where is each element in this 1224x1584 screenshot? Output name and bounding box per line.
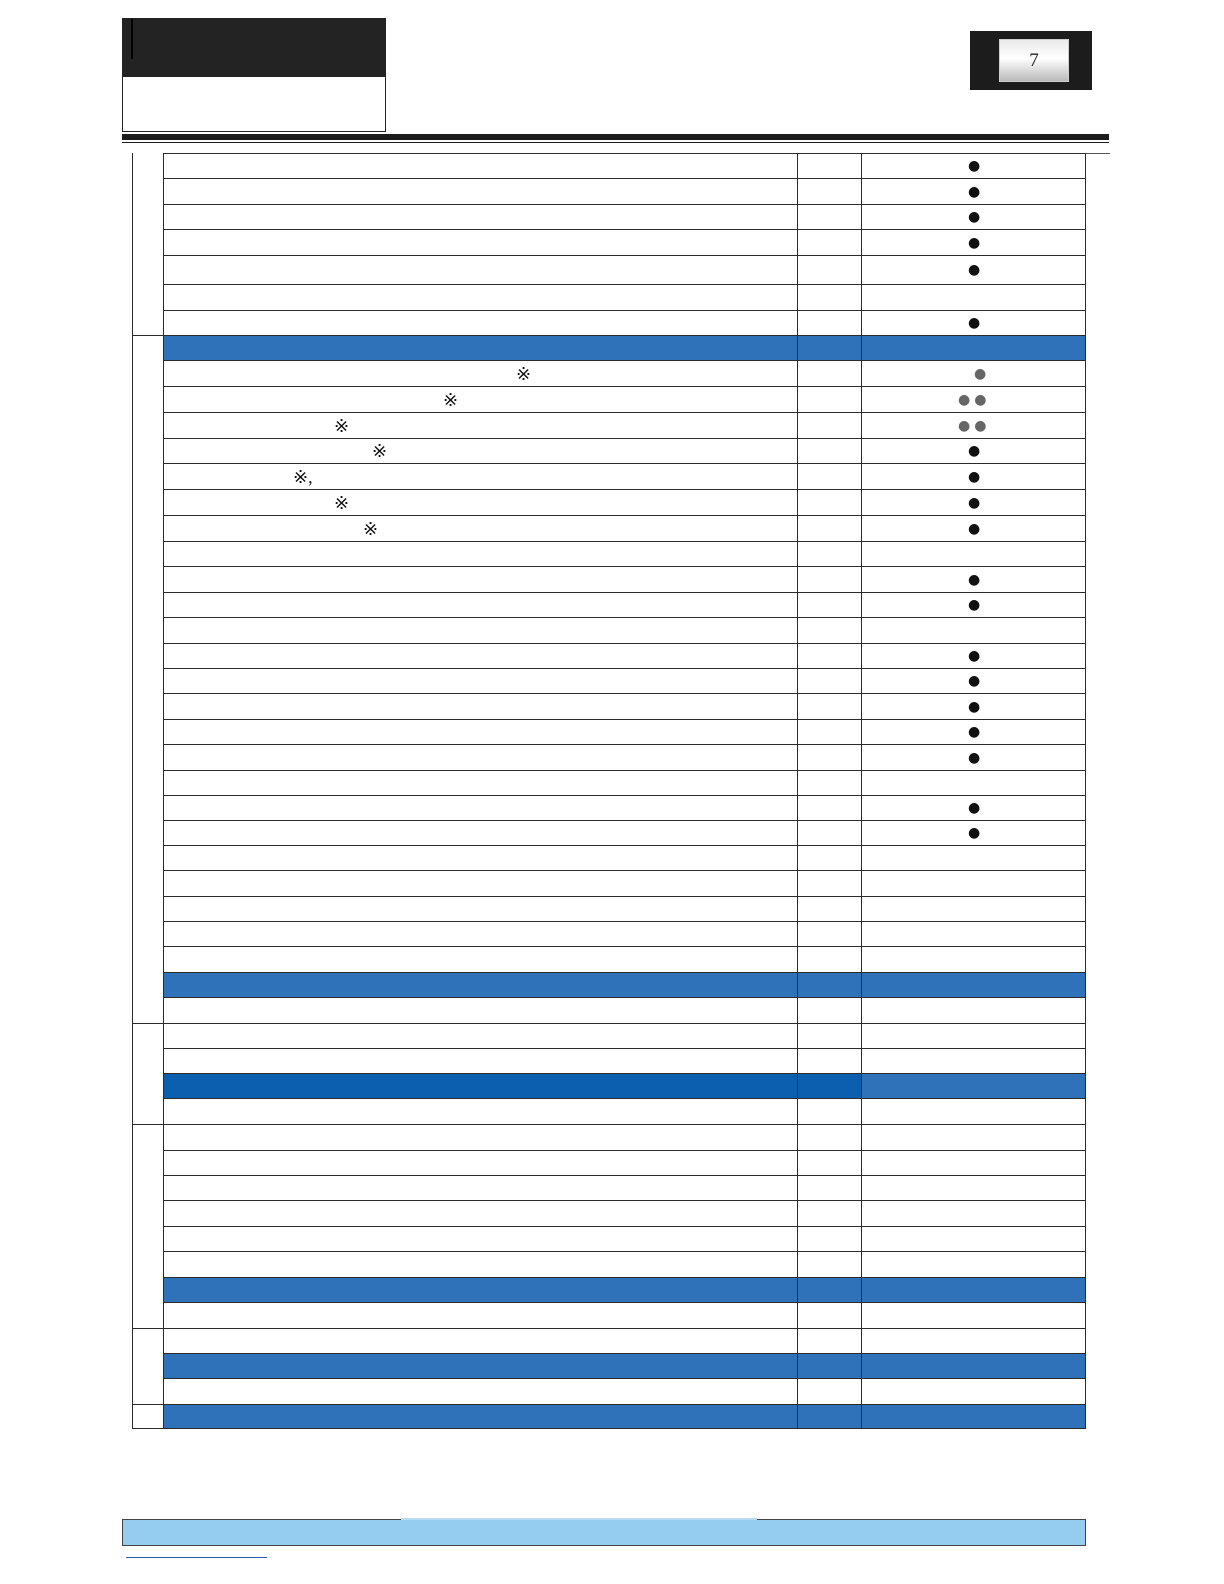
table-row [163,229,1086,256]
code-cell [798,796,862,820]
mark-cell [862,490,1085,515]
table-row [163,335,1086,361]
filled-dot-mark: ● [968,494,985,511]
filled-dot-mark: ● [968,443,985,459]
item-cell [164,796,798,820]
code-cell [798,464,862,489]
item-cell [164,897,798,921]
mark-cell [862,311,1085,335]
item-cell [164,179,798,204]
table-row [163,972,1086,998]
code-cell [798,387,862,412]
code-cell [798,1074,862,1098]
title-banner [123,19,385,77]
group-cell [132,1124,163,1328]
item-cell [164,1201,798,1226]
note-mark: ※ [372,441,388,461]
code-cell [798,154,862,178]
code-cell [798,771,862,795]
item-cell [164,644,798,668]
table-row [163,178,1086,205]
item-cell [164,205,798,229]
group-cell [132,153,163,335]
mark-cell [862,413,1085,438]
filled-dot-mark: ● [968,749,985,766]
table-row [163,284,1086,311]
table-row [163,617,1086,644]
code-cell [798,1125,862,1150]
mark-cell [862,1252,1085,1277]
table-row [163,255,1086,285]
table-row [163,820,1086,846]
note-mark: ※ [334,492,350,513]
code-cell [798,897,862,921]
code-cell [798,871,862,896]
code-cell [798,1354,862,1378]
mark-cell [862,464,1085,489]
code-cell [798,720,862,744]
item-cell [164,542,798,566]
item-cell [164,1227,798,1251]
item-cell [164,336,798,360]
code-cell [798,542,862,566]
code-cell [798,1303,862,1328]
table-row [163,1251,1086,1278]
table-row [163,693,1086,720]
table-row [163,744,1086,771]
mark-cell [862,694,1085,719]
note-mark: ※ [516,363,532,384]
code-cell [798,1201,862,1226]
mark-cell [862,973,1085,997]
table-row [163,1328,1086,1354]
mark-cell [862,998,1085,1023]
mark-cell [862,618,1085,643]
filled-dot-mark: ● [968,597,985,613]
code-cell [798,618,862,643]
item-cell [164,720,798,744]
table-row [163,946,1086,973]
item-cell [164,1278,798,1302]
mark-cell [862,230,1085,255]
footer-link-underline[interactable] [126,1557,267,1558]
item-cell [164,464,798,489]
item-cell [164,311,798,335]
mark-cell [862,922,1085,946]
document-title-box [122,18,386,132]
table-row [163,1378,1086,1405]
mark-cell [862,1405,1085,1428]
table-row [163,515,1086,542]
code-cell [798,644,862,668]
code-cell [798,205,862,229]
code-cell [798,922,862,946]
mark-cell [862,387,1085,412]
table-row [163,360,1086,387]
mark-cell [862,1024,1085,1048]
code-cell [798,1176,862,1200]
item-cell [164,973,798,997]
code-cell [798,973,862,997]
item-cell [164,669,798,693]
mark-cell [862,567,1085,592]
item-cell [164,846,798,870]
item-cell [164,618,798,643]
table-row [163,153,1086,179]
table-row [163,1098,1086,1125]
code-cell [798,846,862,870]
mark-cell [862,542,1085,566]
table-row [163,1175,1086,1201]
item-cell [164,1405,798,1428]
code-cell [798,593,862,617]
mark-cell [862,720,1085,744]
mark-cell [862,871,1085,896]
table-row [163,1200,1086,1227]
note-mark: ※ [334,415,350,436]
item-cell [164,1024,798,1048]
code-cell [798,413,862,438]
filled-dot-mark: ● [968,262,985,278]
mark-cell [862,947,1085,972]
code-cell [798,179,862,204]
title-banner-mark [131,19,133,59]
page-number-badge [970,31,1092,90]
item-cell [164,1379,798,1404]
mark-cell [862,1151,1085,1175]
table-row [163,1073,1086,1099]
table-row [163,997,1086,1024]
table-row [163,386,1086,413]
item-cell [164,256,798,284]
code-cell [798,1405,862,1428]
item-cell [164,1125,798,1150]
mark-cell [862,644,1085,668]
table-row [163,870,1086,897]
code-cell [798,311,862,335]
table-row [163,463,1086,490]
code-cell [798,336,862,360]
mark-cell [862,1049,1085,1073]
table-row [163,921,1086,947]
item-cell [164,1303,798,1328]
mark-cell [862,796,1085,820]
table-row [163,1226,1086,1252]
filled-dot-mark: ● [968,648,985,664]
table-row [163,489,1086,516]
table-row [163,668,1086,694]
group-cell [132,1404,163,1429]
item-cell [164,285,798,310]
mark-cell [862,897,1085,921]
mark-cell [862,1176,1085,1200]
filled-dot-mark: ● [968,571,985,588]
item-cell [164,490,798,515]
mark-cell [862,516,1085,541]
header-rule [122,134,1109,140]
item-cell [164,1354,798,1378]
table-row [163,310,1086,336]
item-cell [164,998,798,1023]
code-cell [798,230,862,255]
mark-cell [862,154,1085,178]
mark-cell [862,1379,1085,1404]
code-cell [798,821,862,845]
item-cell [164,361,798,386]
table-row [163,412,1086,439]
mark-cell [862,179,1085,204]
code-cell [798,490,862,515]
mark-cell [862,669,1085,693]
code-cell [798,669,862,693]
table-row [163,566,1086,593]
code-cell [798,516,862,541]
item-cell [164,1099,798,1124]
mark-cell [862,1074,1085,1098]
item-cell [164,1074,798,1098]
table-row [163,1277,1086,1303]
mark-cell [862,745,1085,770]
table-row [163,1353,1086,1379]
table-row [163,795,1086,821]
table-edge-stub [1086,153,1110,154]
filled-dot-mark: ● [974,365,991,382]
mark-cell [862,1278,1085,1302]
code-cell [798,1252,862,1277]
code-cell [798,1151,862,1175]
item-cell [164,1329,798,1353]
code-cell [798,1278,862,1302]
table-row [163,592,1086,618]
table-row [163,1023,1086,1049]
item-cell [164,1049,798,1073]
item-cell [164,230,798,255]
mark-cell [862,1201,1085,1226]
mark-cell [862,821,1085,845]
code-cell [798,1227,862,1251]
item-cell [164,413,798,438]
table-row [163,719,1086,745]
item-cell [164,821,798,845]
filled-dot-mark: ● [968,234,985,251]
filled-dot-mark: ● [968,825,985,841]
table-row [163,1048,1086,1074]
code-cell [798,567,862,592]
page-number: 7 [999,39,1069,82]
item-cell [164,1151,798,1175]
group-cell [132,1328,163,1404]
filled-dot-mark: ● [968,468,985,485]
code-cell [798,1329,862,1353]
code-cell [798,745,862,770]
table-row [163,1404,1086,1429]
filled-dot-mark: ●● [958,391,991,408]
table-row [163,896,1086,922]
footer-bar [122,1519,1086,1546]
filled-dot-mark: ● [968,209,985,225]
code-cell [798,947,862,972]
item-cell [164,947,798,972]
filled-dot-mark: ● [968,183,985,200]
item-cell [164,922,798,946]
mark-cell [862,1354,1085,1378]
filled-dot-mark: ● [968,698,985,715]
group-cell [132,1023,163,1124]
item-cell [164,516,798,541]
footer-bar-highlight [401,1518,757,1520]
mark-cell [862,1125,1085,1150]
table-row [163,438,1086,464]
mark-cell [862,439,1085,463]
item-cell [164,154,798,178]
filled-dot-mark: ● [968,673,985,689]
table-row [163,1124,1086,1151]
mark-cell [862,846,1085,870]
mark-cell [862,1303,1085,1328]
code-cell [798,1379,862,1404]
note-mark: ※, [293,466,313,487]
table-row [163,845,1086,871]
mark-cell [862,1329,1085,1353]
code-cell [798,1099,862,1124]
item-cell [164,871,798,896]
filled-dot-mark: ● [968,315,985,331]
mark-cell [862,771,1085,795]
mark-cell [862,205,1085,229]
code-cell [798,256,862,284]
filled-dot-mark: ●● [958,417,991,434]
mark-cell [862,1227,1085,1251]
mark-cell [862,256,1085,284]
item-cell [164,567,798,592]
mark-cell [862,336,1085,360]
table-row [163,643,1086,669]
item-cell [164,387,798,412]
item-cell [164,1176,798,1200]
table-row [163,770,1086,796]
group-cell [132,335,163,1023]
filled-dot-mark: ● [968,520,985,537]
item-cell [164,771,798,795]
item-cell [164,694,798,719]
code-cell [798,285,862,310]
note-mark: ※ [443,389,459,410]
filled-dot-mark: ● [968,800,985,816]
mark-cell [862,1099,1085,1124]
item-cell [164,593,798,617]
mark-cell [862,285,1085,310]
note-mark: ※ [363,518,379,539]
item-cell [164,439,798,463]
item-cell [164,1252,798,1277]
code-cell [798,439,862,463]
code-cell [798,694,862,719]
table-row [163,1150,1086,1176]
header-rule-thin [122,142,1109,143]
code-cell [798,1024,862,1048]
code-cell [798,361,862,386]
mark-cell [862,361,1085,386]
item-cell [164,745,798,770]
table-row [163,204,1086,230]
filled-dot-mark: ● [968,158,985,174]
filled-dot-mark: ● [968,724,985,740]
table-row [163,1302,1086,1329]
code-cell [798,1049,862,1073]
code-cell [798,998,862,1023]
mark-cell [862,593,1085,617]
table-row [163,541,1086,567]
